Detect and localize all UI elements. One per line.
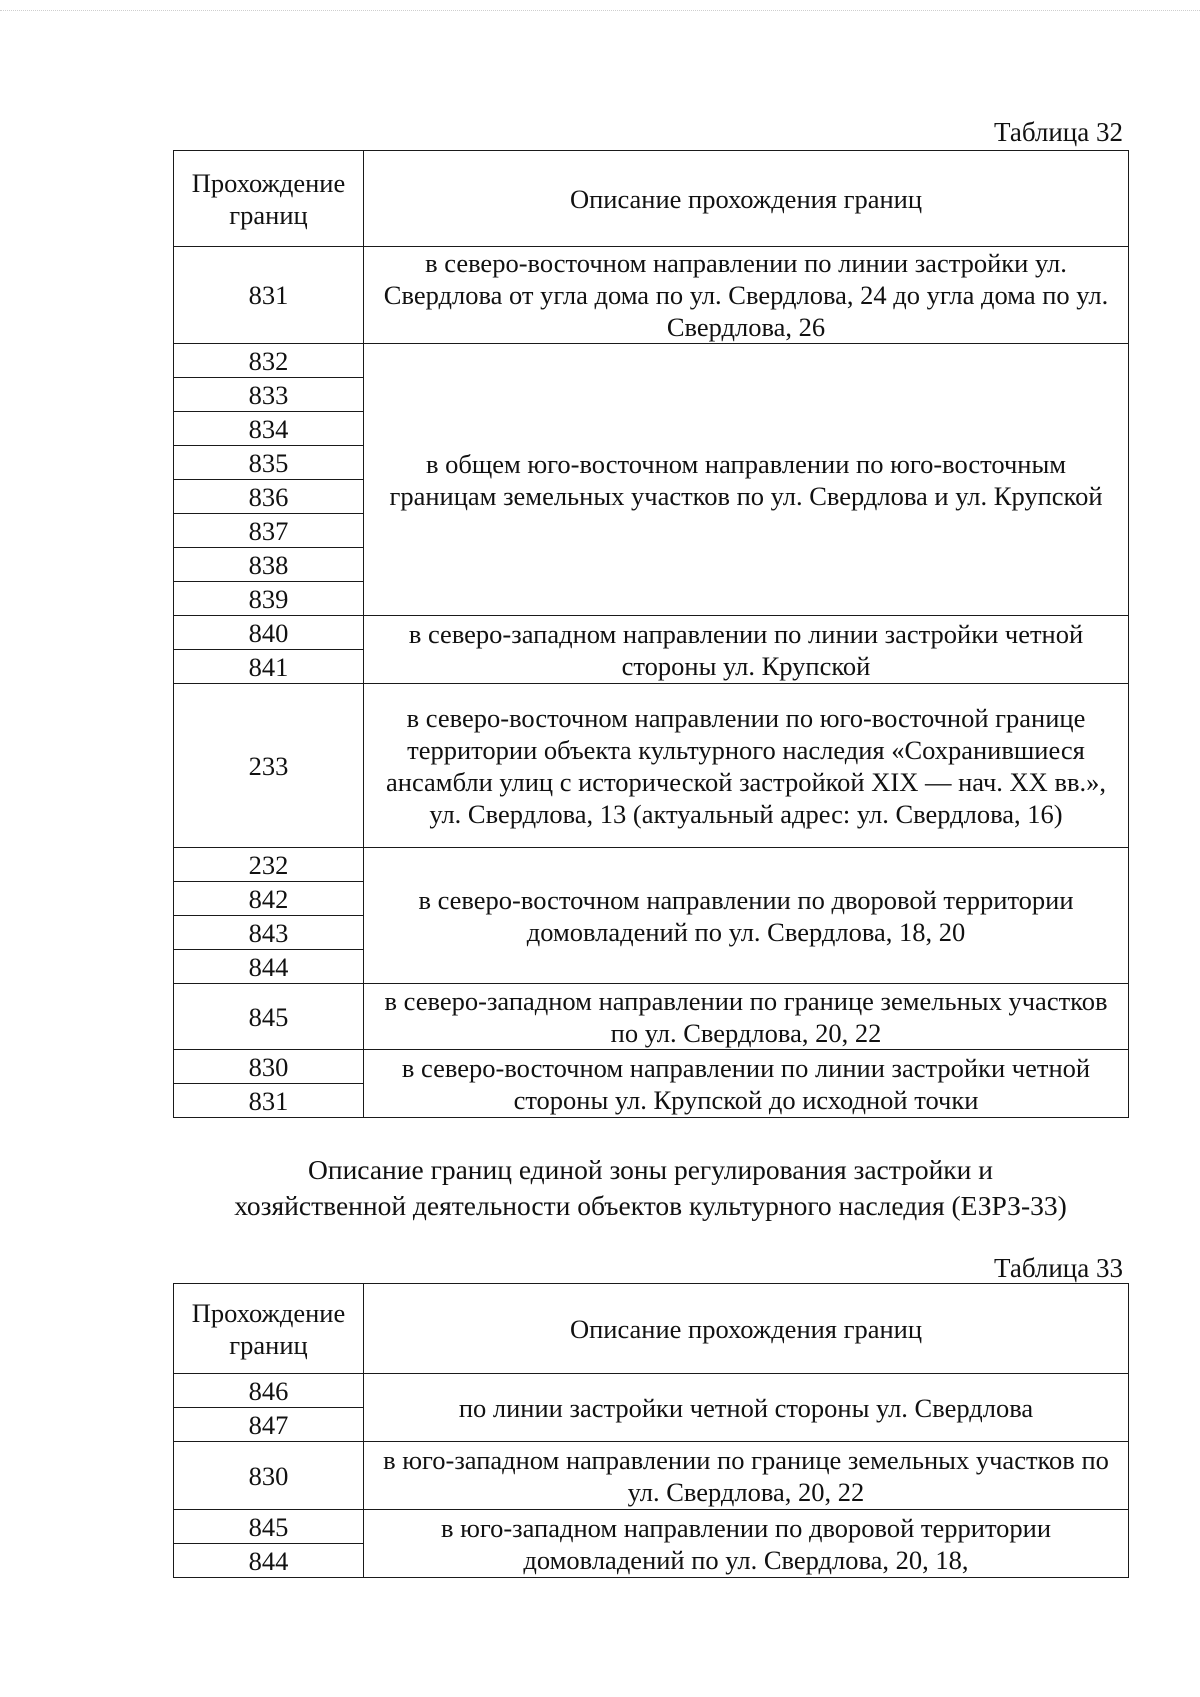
table-row (174, 848, 1129, 882)
description-cell: в северо-восточном направлении по линии застройки ул. Свердлова от угла дома по ул. Свердлова, 24 до угла дома по ул. Свердлова, 26 (364, 247, 1129, 344)
description-cell: по линии застройки четной стороны ул. Свердлова (364, 1374, 1129, 1442)
header-points-line1: Прохождение (191, 1297, 346, 1328)
table-header-row (174, 1284, 1129, 1374)
point-cell: 845 (174, 984, 364, 1050)
point-cell: 837 (174, 514, 364, 548)
point-cell: 845 (174, 1510, 364, 1544)
point-cell: 838 (174, 548, 364, 582)
table-row (174, 1442, 1129, 1510)
table-row (174, 984, 1129, 1050)
boundary-table-33 (173, 1283, 1129, 1578)
header-description: Описание прохождения границ (364, 151, 1129, 247)
table-row (174, 1050, 1129, 1084)
point-cell: 835 (174, 446, 364, 480)
header-points-line1: Прохождение (191, 167, 346, 198)
point-cell: 832 (174, 344, 364, 378)
point-cell: 830 (174, 1050, 364, 1084)
table-row (174, 616, 1129, 650)
point-cell: 836 (174, 480, 364, 514)
table-row (174, 1374, 1129, 1408)
description-cell: в юго-западном направлении по границе земельных участков по ул. Свердлова, 20, 22 (364, 1442, 1129, 1510)
table-row (174, 344, 1129, 378)
description-cell: в северо-западном направлении по границе земельных участков по ул. Свердлова, 20, 22 (364, 984, 1129, 1050)
section-heading (173, 1152, 1128, 1224)
header-description: Описание прохождения границ (364, 1284, 1129, 1374)
description-cell: в общем юго-восточном направлении по юго-восточным границам земельных участков по ул. Свердлова и ул. Крупской (364, 344, 1129, 616)
table-header-row (174, 151, 1129, 247)
scan-edge (0, 10, 1200, 11)
description-cell: в северо-западном направлении по линии застройки четной стороны ул. Крупской (364, 616, 1129, 684)
point-cell: 846 (174, 1374, 364, 1408)
table-row (174, 247, 1129, 344)
point-cell: 844 (174, 1544, 364, 1578)
table-32-caption: Таблица 32 (994, 117, 1123, 147)
description-cell: в юго-западном направлении по дворовой территории домовладений по ул. Свердлова, 20, 18, (364, 1510, 1129, 1578)
point-cell: 842 (174, 882, 364, 916)
description-cell: в северо-восточном направлении по линии застройки четной стороны ул. Крупской до исходной точки (364, 1050, 1129, 1118)
point-cell: 830 (174, 1442, 364, 1510)
point-cell: 233 (174, 684, 364, 848)
point-cell: 232 (174, 848, 364, 882)
section-heading-line1: Описание границ единой зоны регулирования застройки и (308, 1154, 993, 1185)
description-cell: в северо-восточном направлении по юго-восточной границе территории объекта культурного наследия «Сохранившиеся ансамбли улиц с исторической застройкой XIX — нач. XX вв.», ул. Свердлова, 13 (актуальный адрес: ул. Свердлова, 16) (364, 684, 1129, 848)
point-cell: 833 (174, 378, 364, 412)
boundary-table-32 (173, 150, 1129, 1118)
header-points-line2: границ (229, 199, 308, 230)
point-cell: 831 (174, 1084, 364, 1118)
section-heading-line2: хозяйственной деятельности объектов культурного наследия (ЕЗРЗ-33) (234, 1190, 1067, 1221)
description-cell: в северо-восточном направлении по дворовой территории домовладений по ул. Свердлова, 18, 20 (364, 848, 1129, 984)
point-cell: 841 (174, 650, 364, 684)
point-cell: 834 (174, 412, 364, 446)
table-row (174, 684, 1129, 848)
point-cell: 831 (174, 247, 364, 344)
point-cell: 840 (174, 616, 364, 650)
header-points-line2: границ (229, 1329, 308, 1360)
point-cell: 844 (174, 950, 364, 984)
point-cell: 843 (174, 916, 364, 950)
table-row (174, 1510, 1129, 1544)
header-points (174, 151, 364, 247)
table-33-caption: Таблица 33 (994, 1253, 1123, 1283)
point-cell: 839 (174, 582, 364, 616)
point-cell: 847 (174, 1408, 364, 1442)
header-points (174, 1284, 364, 1374)
